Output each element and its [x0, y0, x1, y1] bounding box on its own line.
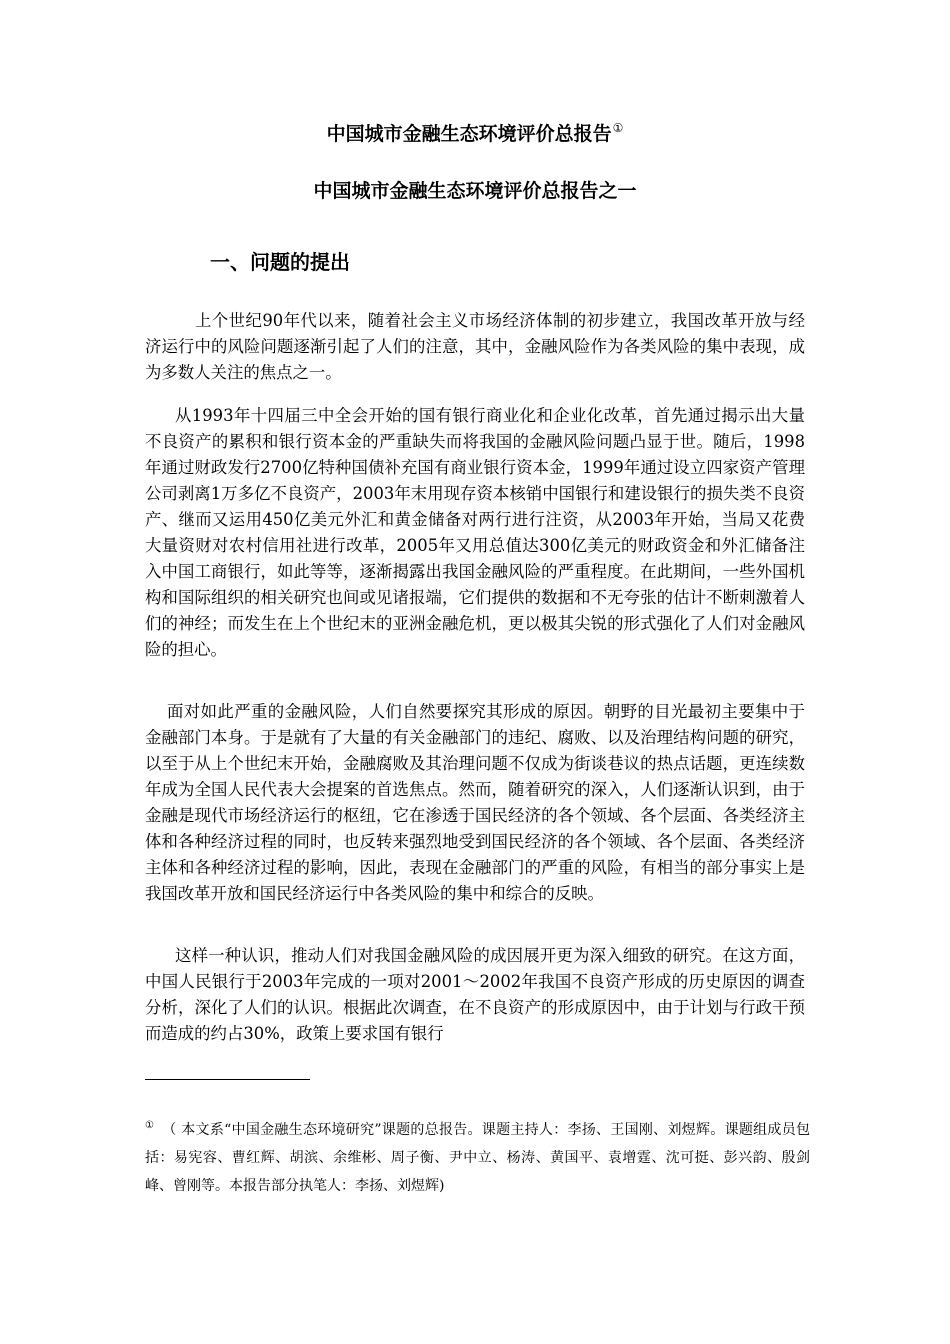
- document-subtitle: 中国城市金融生态环境评价总报告之一: [313, 180, 637, 202]
- footnote-separator: [145, 1079, 310, 1080]
- body-paragraph-3: 面对如此严重的金融风险，人们自然要探究其形成的原因。朝野的目光最初主要集中于金融部门本身。于是就有了大量的有关金融部门的违纪、腐败、以及治理结构问题的研究，以至于从上个世纪末开始，金融腐败及其治理问题不仅成为街谈巷议的热点话题，更连续数年成为全国人民代表大会提案的首选焦点。然而，随着研究的深入，人们逐渐认识到，由于金融是现代市场经济运行的枢纽，它在渗透于国民经济的各个领域、各个层面、各类经济主体和各种经济过程的同时，也反转来强烈地受到国民经济的各个领域、各个层面、各类经济主体和各种经济过程的影响，因此，表现在金融部门的严重的风险，有相当的部分事实上是我国改革开放和国民经济运行中各类风险的集中和综合的反映。: [145, 702, 805, 903]
- document-title: [0, 115, 950, 147]
- footnote-marker: ①: [145, 1120, 155, 1131]
- body-paragraph-2: 从1993年十四届三中全会开始的国有银行商业化和企业化改革，首先通过揭示出大量不良资产的累积和银行资本金的严重缺失而将我国的金融风险问题凸显于世。随后，1998年通过财政发行2700亿特种国债补充国有商业银行资本金，1999年通过设立四家资产管理公司剥离1万多亿不良资产，2003年末用现存资本核销中国银行和建设银行的损失类不良资产、继而又运用450亿美元外汇和黄金储备对两行进行注资，从2003年开始，当局又花费大量资财对农村信用社进行改革，2005年又用总值达300亿美元的财政资金和外汇储备注入中国工商银行，如此等等，逐渐揭露出我国金融风险的严重程度。在此期间，一些外国机构和国际组织的相关研究也间或见诸报端，它们提供的数据和不无夸张的估计不断刺激着人们的神经；而发生在上个世纪末的亚洲金融危机，更以极其尖锐的形式强化了人们对金融风险的担心。: [145, 406, 805, 659]
- section-heading: 一、问题的提出: [210, 250, 350, 274]
- body-paragraph-4: 这样一种认识，推动人们对我国金融风险的成因展开更为深入细致的研究。在这方面，中国人民银行于2003年完成的一项对2001～2002年我国不良资产形成的历史原因的调查分析，深化了人们的认识。根据此次调查，在不良资产的形成原因中，由于计划与行政干预而造成的约占30%，政策上要求国有银行: [145, 946, 805, 1043]
- footnote: [145, 1112, 810, 1200]
- footnote-text: （ 本文系“中国金融生态环境研究”课题的总报告。课题主持人：李扬、王国刚、刘煜辉。课题组成员包括：易宪容、曹红辉、胡滨、余维彬、周子衡、尹中立、杨涛、黄国平、袁增霆、沈可挺、彭兴韵、殷剑峰、曾刚等。本报告部分执笔人：李扬、刘煜辉): [145, 1122, 810, 1194]
- document-title-text: 中国城市金融生态环境评价总报告: [326, 123, 612, 145]
- title-footnote-marker[interactable]: ①: [612, 121, 624, 135]
- body-paragraph-1: 上个世纪90年代以来，随着社会主义市场经济体制的初步建立，我国改革开放与经济运行中的风险问题逐渐引起了人们的注意，其中，金融风险作为各类风险的集中表现，成为多数人关注的焦点之一。: [145, 311, 805, 382]
